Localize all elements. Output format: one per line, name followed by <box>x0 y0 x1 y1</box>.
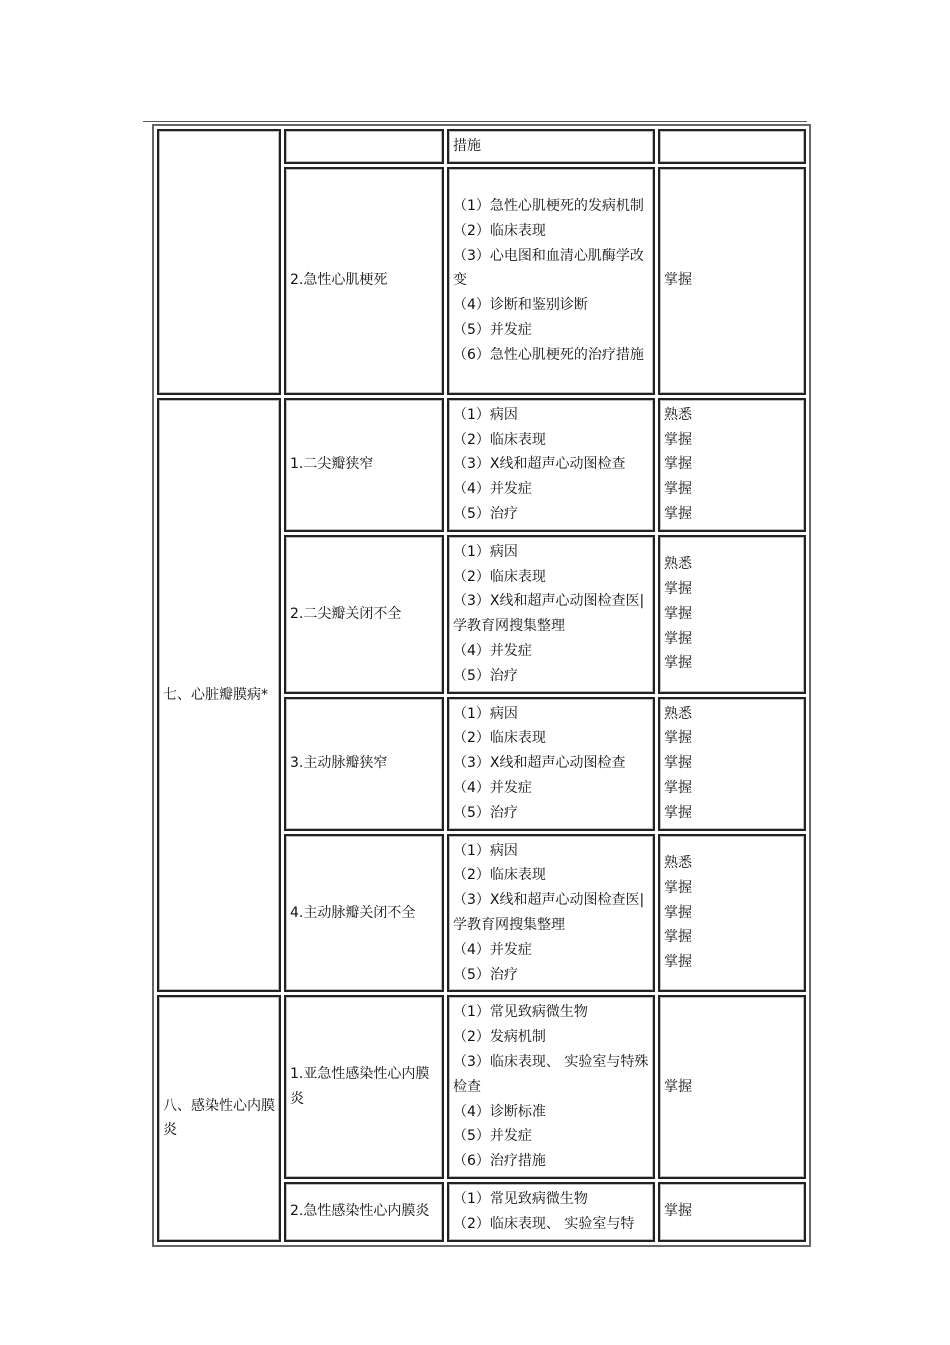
item-cell: 2.急性感染性心内膜炎 <box>284 1182 444 1242</box>
detail-line: （1）病因 <box>453 406 518 423</box>
detail-cell <box>447 535 655 694</box>
requirement-line: 掌握 <box>664 954 692 971</box>
requirement-cell <box>658 398 806 532</box>
unit-title-cell <box>157 129 281 395</box>
requirement-line: 掌握 <box>664 655 692 672</box>
requirement-line: 熟悉 <box>664 406 692 423</box>
requirement-line: 掌握 <box>664 630 692 647</box>
detail-cell <box>447 167 655 395</box>
detail-line: （2）临床表现 <box>453 568 546 585</box>
detail-line: （1）病因 <box>453 705 518 722</box>
detail-line: （1）急性心肌梗死的发病机制 <box>453 198 644 214</box>
requirement-line: 熟悉 <box>664 854 692 871</box>
detail-line: （3）心电图和血清心肌酶学改变 <box>453 247 644 289</box>
detail-line: （5）治疗 <box>453 505 518 522</box>
table-row <box>157 129 806 164</box>
item-cell <box>284 129 444 164</box>
detail-line: （3）X线和超声心动图检查医|学教育网搜集整理 <box>453 892 645 933</box>
requirement-cell <box>658 167 806 395</box>
detail-line: （2）临床表现、 实验室与特 <box>453 1215 635 1232</box>
detail-line: （4）并发症 <box>453 941 532 958</box>
detail-line: （3）X线和超声心动图检查医|学教育网搜集整理 <box>453 593 645 635</box>
requirement-cell <box>658 995 806 1179</box>
detail-line: （5）治疗 <box>453 804 518 821</box>
detail-line: （5）并发症 <box>453 321 532 338</box>
item-cell: 2.二尖瓣关闭不全 <box>284 535 444 694</box>
detail-line: （5）治疗 <box>453 966 518 983</box>
item-cell: 4.主动脉瓣关闭不全 <box>284 834 444 993</box>
requirement-line: 掌握 <box>664 779 692 796</box>
detail-cell <box>447 834 655 993</box>
requirement-cell <box>658 697 806 831</box>
detail-line: 措施 <box>453 138 481 154</box>
requirement-line: 掌握 <box>664 755 692 772</box>
requirement-line: 掌握 <box>664 904 692 921</box>
detail-line: （4）并发症 <box>453 779 532 796</box>
table-row <box>157 398 806 532</box>
requirement-line: 掌握 <box>664 929 692 946</box>
detail-line: （3）X线和超声心动图检查 <box>453 456 626 473</box>
requirement-line: 掌握 <box>664 804 692 821</box>
detail-cell <box>447 995 655 1179</box>
syllabus-table <box>152 124 811 1247</box>
detail-line: （4）并发症 <box>453 642 532 659</box>
item-cell: 3.主动脉瓣狭窄 <box>284 697 444 831</box>
requirement-line: 掌握 <box>664 481 692 498</box>
detail-line: （5）并发症 <box>453 1128 532 1145</box>
requirement-cell <box>658 535 806 694</box>
requirement-line: 熟悉 <box>664 705 692 722</box>
page-top-rule <box>143 121 807 122</box>
requirement-cell <box>658 834 806 993</box>
requirement-line: 熟悉 <box>664 556 692 573</box>
requirement-line: 掌握 <box>664 1078 692 1095</box>
detail-line: （2）临床表现 <box>453 431 546 448</box>
detail-line: （1）常见致病微生物 <box>453 1190 588 1207</box>
requirement-line: 掌握 <box>664 580 692 597</box>
requirement-cell <box>658 129 806 164</box>
detail-line: （4）诊断和鉴别诊断 <box>453 297 588 314</box>
detail-line: （2）临床表现 <box>453 730 546 747</box>
requirement-line: 掌握 <box>664 505 692 522</box>
detail-line: （2）临床表现 <box>453 867 546 884</box>
detail-line: （2）临床表现 <box>453 222 546 239</box>
detail-cell <box>447 697 655 831</box>
unit-title-cell: 八、感染性心内膜炎 <box>157 995 281 1241</box>
detail-line: （6）治疗措施 <box>453 1153 546 1170</box>
requirement-line: 掌握 <box>664 456 692 473</box>
table-row <box>157 995 806 1179</box>
detail-cell <box>447 1182 655 1242</box>
requirement-line: 掌握 <box>664 1203 692 1220</box>
unit-title-cell: 七、心脏瓣膜病* <box>157 398 281 993</box>
item-cell: 2.急性心肌梗死 <box>284 167 444 395</box>
item-cell: 1.二尖瓣狭窄 <box>284 398 444 532</box>
detail-line: （4）诊断标准 <box>453 1103 546 1120</box>
item-cell: 1.亚急性感染性心内膜炎 <box>284 995 444 1179</box>
detail-line: （5）治疗 <box>453 667 518 684</box>
detail-line: （1）病因 <box>453 543 518 560</box>
requirement-line: 掌握 <box>664 605 692 622</box>
detail-line: （3）临床表现、 实验室与特殊检查 <box>453 1053 649 1095</box>
detail-line: （6）急性心肌梗死的治疗措施 <box>453 346 644 363</box>
requirement-line: 掌握 <box>664 879 692 896</box>
detail-cell <box>447 129 655 164</box>
requirement-line: 掌握 <box>664 431 692 448</box>
requirement-line: 掌握 <box>664 730 692 747</box>
detail-line: （4）并发症 <box>453 481 532 498</box>
detail-cell <box>447 398 655 532</box>
detail-line: （1）常见致病微生物 <box>453 1004 588 1021</box>
requirement-cell <box>658 1182 806 1242</box>
detail-line: （1）病因 <box>453 842 518 859</box>
detail-line: （2）发病机制 <box>453 1029 546 1046</box>
detail-line: （3）X线和超声心动图检查 <box>453 755 626 772</box>
requirement-line: 掌握 <box>664 272 692 289</box>
